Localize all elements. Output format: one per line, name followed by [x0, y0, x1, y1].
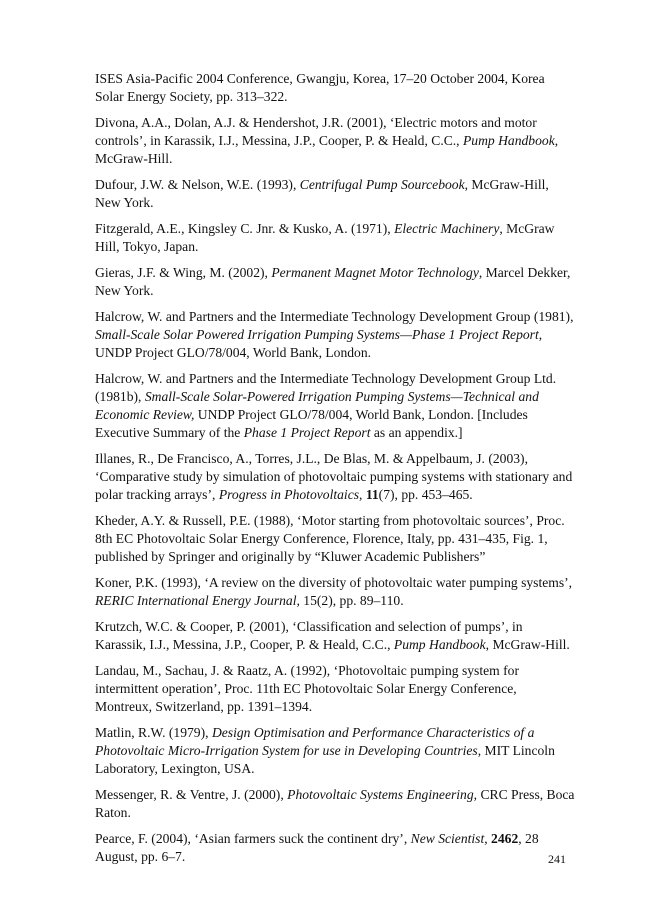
reference-title: Permanent Magnet Motor Technology [271, 265, 479, 280]
reference-entry [95, 662, 575, 716]
reference-title: Photovoltaic Systems Engineering [287, 787, 474, 802]
reference-text: , McGraw-Hill. [95, 133, 559, 166]
reference-text: , [484, 831, 492, 846]
reference-title: RERIC International Energy Journal, [95, 593, 300, 608]
reference-text: Krutzch, W.C. & Cooper, P. (2001), ‘Classification and selection of pumps’, in Karassik, I.J., Messina, J.P., Cooper, P. & Heald, C.C., [95, 619, 523, 652]
reference-entry [95, 70, 575, 106]
page-number: 241 [548, 852, 566, 866]
reference-text: Illanes, R., De Francisco, A., Torres, J.L., De Blas, M. & Appelbaum, J. (2003), ‘Comparative study by simulation of photovoltaic pumping systems with stationary and polar tracking arrays’, [95, 451, 573, 502]
reference-title: Design Optimisation and Performance Characteristics of a Photovoltaic Micro-Irrigation System for use in Developing Countries [95, 725, 535, 758]
reference-title: Electric Machinery [394, 221, 500, 236]
reference-text: , McGraw-Hill. [485, 637, 570, 652]
reference-title: Pump Handbook [393, 637, 486, 652]
reference-entry [95, 512, 575, 566]
reference-entry [95, 114, 575, 168]
reference-title: New Scientist [410, 831, 485, 846]
reference-text: Halcrow, W. and Partners and the Intermediate Technology Development Group Ltd. (1981b), [95, 371, 557, 404]
reference-title: Progress in Photovoltaics [218, 487, 360, 502]
reference-entry [95, 786, 575, 822]
reference-text: ISES Asia-Pacific 2004 Conference, Gwangju, Korea, 17–20 October 2004, Korea Solar Energy Society, pp. 313–322. [95, 71, 545, 104]
reference-title: Phase 1 Project Report [243, 425, 371, 440]
reference-volume: 2462 [491, 831, 519, 846]
reference-title: Small-Scale Solar-Powered Irrigation Pumping Systems—Technical and Economic Review, [95, 389, 539, 422]
reference-text: Halcrow, W. and Partners and the Intermediate Technology Development Group (1981), [95, 309, 574, 324]
reference-entry [95, 574, 575, 610]
reference-title: Pump Handbook [462, 133, 555, 148]
reference-text: 15(2), pp. 89–110. [299, 593, 404, 608]
reference-title: Centrifugal Pump Sourcebook [299, 177, 465, 192]
reference-entry [95, 308, 575, 362]
reference-text: Kheder, A.Y. & Russell, P.E. (1988), ‘Motor starting from photovoltaic sources’, Proc. 8th EC Photovoltaic Solar Energy Conference, Florence, Italy, pp. 431–435, Fig. 1, published by Springer and originally by “Kluwer Academic Publishers” [95, 513, 565, 564]
reference-entry [95, 830, 575, 866]
reference-text: (7), pp. 453–465. [378, 487, 473, 502]
reference-text: Pearce, F. (2004), ‘Asian farmers suck the continent dry’, [95, 831, 411, 846]
reference-text: , UNDP Project GLO/78/004, World Bank, London. [95, 327, 543, 360]
reference-text: , [359, 487, 366, 502]
reference-text: as an appendix.] [370, 425, 463, 440]
reference-title: Small-Scale Solar Powered Irrigation Pumping Systems—Phase 1 Project Report [95, 327, 539, 342]
reference-text: , Marcel Dekker, New York. [95, 265, 571, 298]
reference-text: Koner, P.K. (1993), ‘A review on the diversity of photovoltaic water pumping systems’, [95, 575, 573, 590]
reference-volume: 11 [365, 487, 379, 502]
reference-entry [95, 264, 575, 300]
reference-text: , 28 August, pp. 6–7. [95, 831, 539, 864]
reference-text: , McGraw-Hill, New York. [95, 177, 549, 210]
reference-entry [95, 370, 575, 442]
reference-text: UNDP Project GLO/78/004, World Bank, London. [Includes Executive Summary of the [95, 407, 528, 440]
reference-text: , CRC Press, Boca Raton. [95, 787, 575, 820]
reference-text: Landau, M., Sachau, J. & Raatz, A. (1992), ‘Photovoltaic pumping system for intermittent operation’, Proc. 11th EC Photovoltaic Solar Energy Conference, Montreux, Switzerland, pp. 1391–1394. [95, 663, 519, 714]
reference-text: Matlin, R.W. (1979), [95, 725, 212, 740]
reference-entry [95, 220, 575, 256]
reference-text: , McGraw Hill, Tokyo, Japan. [95, 221, 555, 254]
reference-text: , MIT Lincoln Laboratory, Lexington, USA. [95, 743, 555, 776]
reference-text: Divona, A.A., Dolan, A.J. & Hendershot, J.R. (2001), ‘Electric motors and motor controls’, in Karassik, I.J., Messina, J.P., Cooper, P. & Heald, C.C., [95, 115, 537, 148]
reference-entry [95, 450, 575, 504]
reference-text: Gieras, J.F. & Wing, M. (2002), [95, 265, 272, 280]
reference-entry [95, 618, 575, 654]
reference-text: Fitzgerald, A.E., Kingsley C. Jnr. & Kusko, A. (1971), [95, 221, 395, 236]
reference-text: Dufour, J.W. & Nelson, W.E. (1993), [95, 177, 300, 192]
reference-text: Messenger, R. & Ventre, J. (2000), [95, 787, 288, 802]
reference-list [95, 70, 575, 874]
reference-entry [95, 176, 575, 212]
reference-entry [95, 724, 575, 778]
